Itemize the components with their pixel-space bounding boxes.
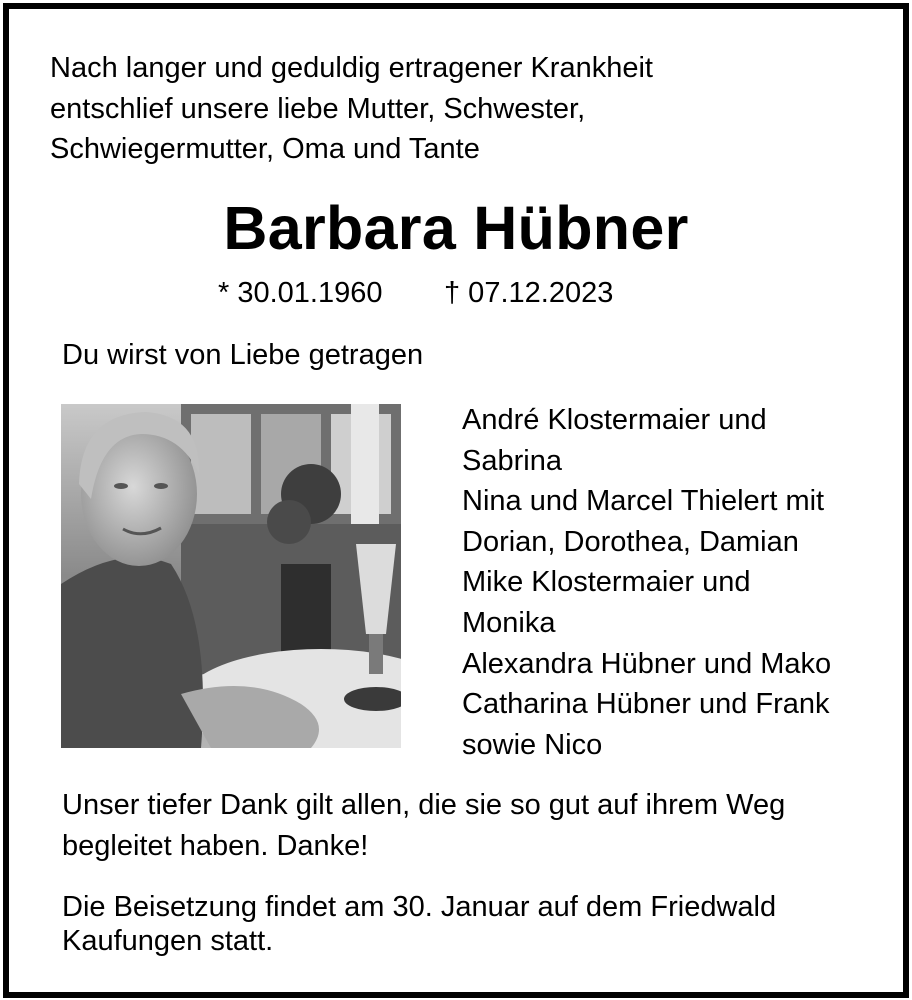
survivor-line: Alexandra Hübner und Mako	[462, 647, 832, 680]
deceased-name: Barbara Hübner	[223, 194, 689, 262]
survivor-line: Dorian, Dorothea, Damian	[462, 525, 799, 558]
burial-line: Die Beisetzung findet am 30. Januar auf dem Friedwald	[62, 891, 777, 923]
survivor-line: André Klostermaier und	[462, 404, 767, 436]
intro-line: Nach langer und geduldig ertragener Krankheit	[50, 52, 653, 84]
thanks-line: Unser tiefer Dank gilt allen, die sie so gut auf ihrem Weg	[62, 789, 786, 821]
survivor-line: Mike Klostermaier und	[462, 566, 751, 599]
survivor-line: Monika	[462, 606, 556, 639]
burial-line: Kaufungen statt.	[62, 925, 274, 957]
intro-text	[50, 48, 850, 170]
thanks-text	[62, 785, 892, 866]
birth-date: * 30.01.1960	[218, 277, 383, 309]
thanks-line: begleitet haben. Danke!	[62, 829, 369, 862]
survivors-list	[462, 400, 892, 765]
portrait-photo-illustration	[61, 404, 401, 748]
intro-line: Schwiegermutter, Oma und Tante	[50, 133, 480, 165]
survivor-line: Nina und Marcel Thielert mit	[462, 485, 825, 518]
portrait-photo	[61, 404, 401, 748]
survivor-line: Sabrina	[462, 444, 562, 477]
intro-line: entschlief unsere liebe Mutter, Schwester,	[50, 92, 586, 125]
survivor-line: Catharina Hübner und Frank	[462, 688, 830, 721]
death-date: † 07.12.2023	[444, 277, 614, 309]
burial-notice	[62, 890, 892, 958]
survivor-line: sowie Nico	[462, 728, 603, 761]
motto: Du wirst von Liebe getragen	[62, 339, 424, 371]
